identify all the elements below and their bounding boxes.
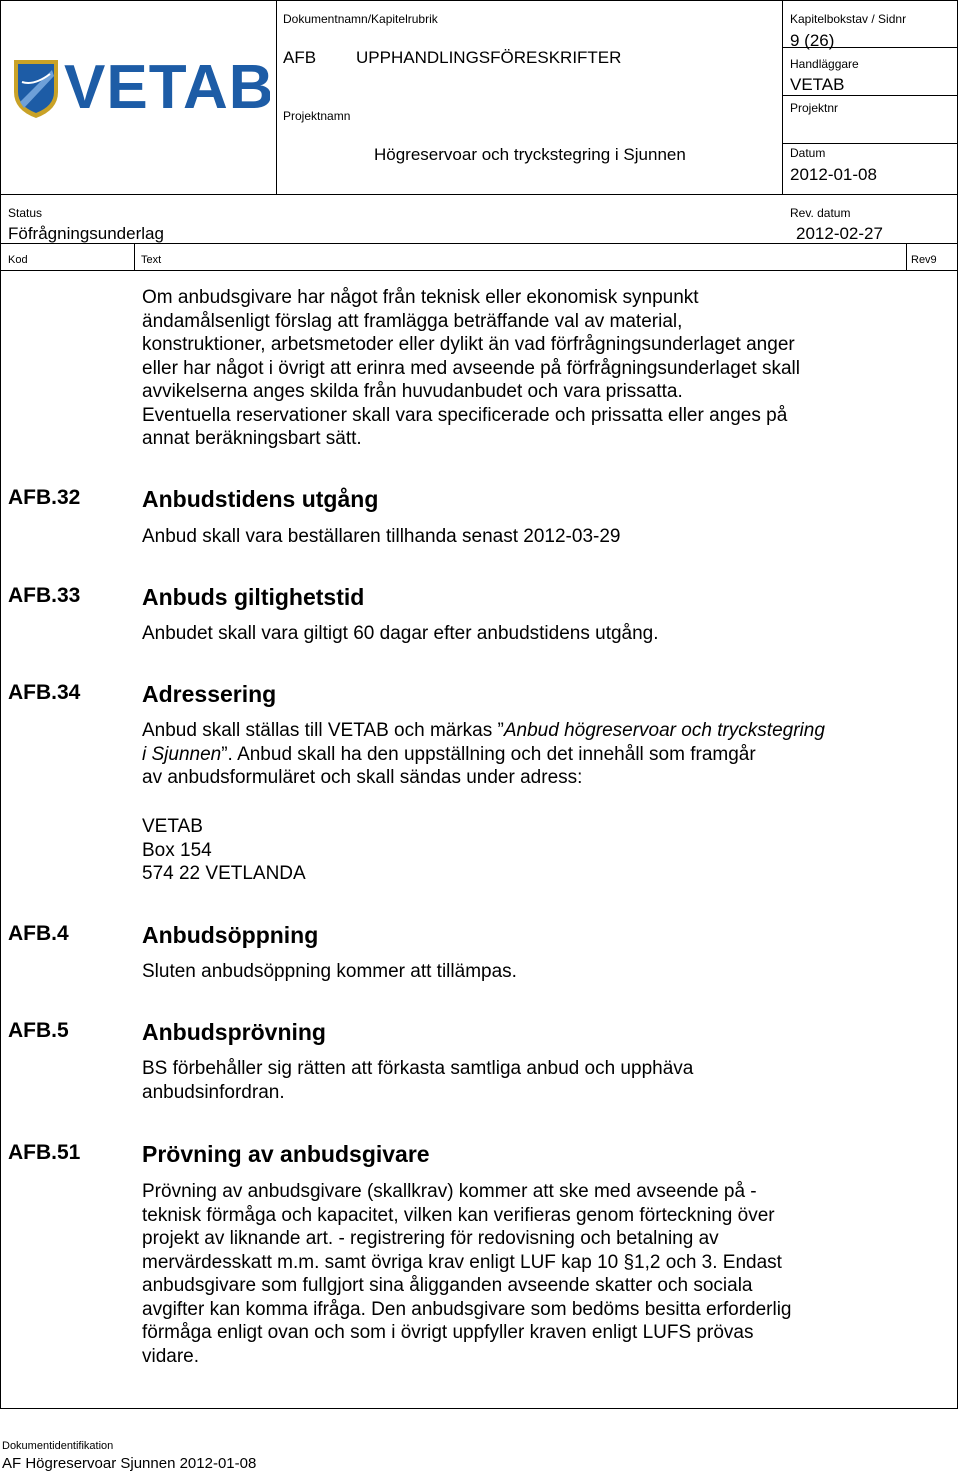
section-heading: Prövning av anbudsgivare <box>142 1141 430 1167</box>
date-value: 2012-01-08 <box>790 165 877 184</box>
col-tick-rev <box>906 244 907 270</box>
address-line: Box 154 <box>142 839 212 861</box>
section-line: Anbud skall vara beställaren tillhanda senast 2012-03-29 <box>142 526 621 547</box>
section-line: anbudsgivare som fullgjort sina åligganden avseende skatter och sociala <box>142 1275 753 1296</box>
intro-line: avvikelserna anges skilda från huvudanbudet och vara prissatta. <box>142 381 683 402</box>
section-code: AFB.33 <box>8 584 81 607</box>
rev-date-label: Rev. datum <box>790 206 851 220</box>
line-post: ”. Anbud skall ha den uppställning och det innehåll som framgår <box>221 743 756 765</box>
page-label: Kapitelbokstav / Sidnr <box>790 12 907 26</box>
section-text <box>142 1180 902 1368</box>
col-kod: Kod <box>8 254 28 266</box>
section-line: Anbudet skall vara giltigt 60 dagar efter anbudstidens utgång. <box>142 623 659 644</box>
project-name-label: Projektnamn <box>283 109 351 123</box>
section-code: AFB.34 <box>8 681 81 704</box>
status-value: Föfrågningsunderlag <box>8 224 164 243</box>
address-block <box>142 815 902 886</box>
intro-line: ändamålsenligt förslag att framlägga beträffande val av material, <box>142 310 683 332</box>
handler-value: VETAB <box>790 75 845 94</box>
header-row-line-2 <box>782 95 958 96</box>
intro-line: eller har något i övrigt att erinra med avseende på förfrågningsunderlaget skall <box>142 357 800 379</box>
section-line: BS förbehåller sig rätten att förkasta samtliga anbud och upphäva <box>142 1058 694 1079</box>
section-text <box>142 719 902 790</box>
project-no-label: Projektnr <box>790 101 839 115</box>
section-line: projekt av liknande art. - registrering för redovisning och betalning av <box>142 1228 719 1249</box>
project-name: Högreservoar och tryckstegring i Sjunnen <box>374 145 686 164</box>
section-heading: Anbudsöppning <box>142 922 319 948</box>
address-line: VETAB <box>142 816 203 837</box>
section-line: mervärdesskatt m.m. samt övriga krav enligt LUF kap 10 §1,2 och 3. Endast <box>142 1251 782 1273</box>
section-text <box>142 1057 902 1104</box>
company-logo <box>10 52 270 120</box>
section-line: Prövning av anbudsgivare (skallkrav) kommer att ske med avseende på - <box>142 1181 757 1202</box>
section-line: avgifter kan komma ifråga. Den anbudsgivare som bedöms besitta erforderlig <box>142 1298 792 1320</box>
line-italic: Anbud högreservoar och tryckstegring <box>503 720 825 741</box>
doc-id-value: AF Högreservoar Sjunnen 2012-01-08 <box>2 1455 257 1472</box>
intro-paragraph <box>142 286 902 451</box>
section-line: av anbudsformuläret och skall sändas under adress: <box>142 767 583 788</box>
col-tick-right <box>957 244 958 270</box>
header-row-line-4 <box>0 194 958 195</box>
section-heading: Anbudsprövning <box>142 1019 326 1045</box>
address-line: 574 22 VETLANDA <box>142 863 306 884</box>
col-tick-left <box>0 244 1 270</box>
doc-title: UPPHANDLINGSFÖRESKRIFTER <box>356 48 622 67</box>
section-code: AFB.5 <box>8 1019 69 1042</box>
intro-line: Om anbudsgivare har något från teknisk eller ekonomisk synpunkt <box>142 287 699 308</box>
doc-id-label: Dokumentidentifikation <box>2 1440 114 1452</box>
date-label: Datum <box>790 146 826 160</box>
section-code: AFB.4 <box>8 922 69 945</box>
section-line: teknisk förmåga och kapacitet, vilken kan verifieras genom förteckning över <box>142 1204 775 1226</box>
section-line <box>142 719 902 743</box>
status-label: Status <box>8 206 43 220</box>
intro-line: konstruktioner, arbetsmetoder eller dylikt än vad förfrågningsunderlaget anger <box>142 334 795 355</box>
section-line <box>142 743 902 767</box>
section-heading: Adressering <box>142 681 277 707</box>
doc-name-label: Dokumentnamn/Kapitelrubrik <box>283 12 438 26</box>
header-divider-right <box>782 0 783 194</box>
section-line: förmåga enligt ovan och som i övrigt uppfyller kraven enligt LUFS prövas <box>142 1322 754 1343</box>
section-code: AFB.51 <box>8 1141 81 1164</box>
column-header-row <box>0 244 958 270</box>
section-code: AFB.32 <box>8 486 81 509</box>
vetab-logo-icon <box>10 52 270 120</box>
intro-line: annat beräkningsbart sätt. <box>142 428 362 449</box>
col-tick-text <box>134 244 135 270</box>
section-heading: Anbuds giltighetstid <box>142 584 365 610</box>
section-heading: Anbudstidens utgång <box>142 486 379 512</box>
logo-wordmark: VETAB <box>64 53 270 120</box>
section-line: Sluten anbudsöppning kommer att tillämpas. <box>142 961 517 982</box>
header-divider-left <box>276 0 277 194</box>
intro-line: Eventuella reservationer skall vara specificerade och prissatta eller anges på <box>142 404 788 426</box>
col-rev: Rev9 <box>911 254 937 266</box>
line-italic: i Sjunnen <box>142 743 222 765</box>
section-line: vidare. <box>142 1345 200 1367</box>
page-value: 9 (26) <box>790 31 835 50</box>
rev-date-value: 2012-02-27 <box>796 224 883 243</box>
line-pre: Anbud skall ställas till VETAB och märkas ” <box>142 720 504 741</box>
section-text <box>142 525 902 549</box>
section-line: anbudsinfordran. <box>142 1081 285 1103</box>
section-text <box>142 622 902 646</box>
handler-label: Handläggare <box>790 57 859 71</box>
col-text: Text <box>141 254 162 266</box>
section-text <box>142 960 902 984</box>
header-row-line-3 <box>782 143 958 144</box>
doc-code: AFB <box>283 48 317 67</box>
